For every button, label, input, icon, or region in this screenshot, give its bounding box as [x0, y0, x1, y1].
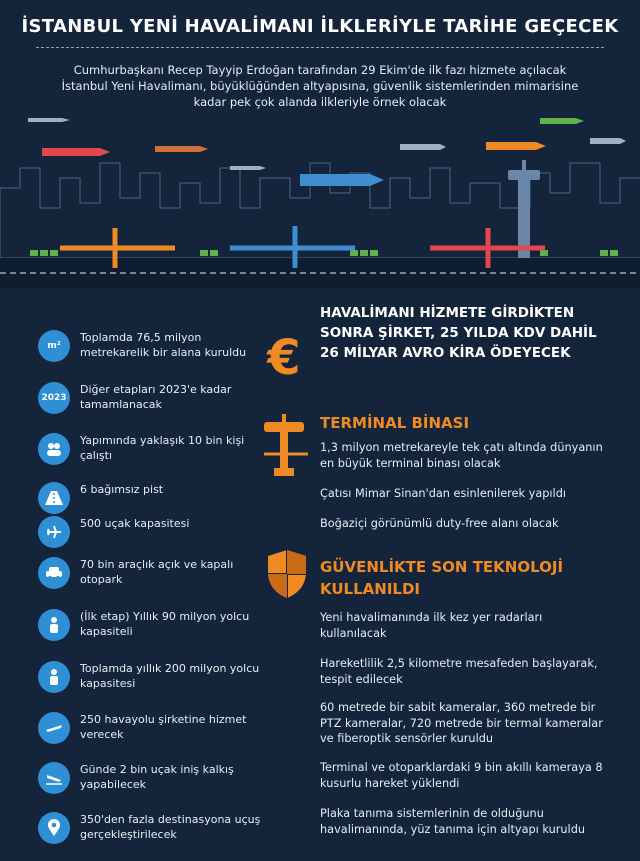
workers-icon — [38, 433, 70, 465]
list-item — [38, 555, 268, 595]
control-tower-icon — [262, 414, 310, 480]
area-icon: m² — [38, 330, 70, 362]
list-item — [38, 328, 268, 368]
fact-text: 250 havayolu şirketine hizmet verecek — [80, 713, 247, 741]
list-item — [38, 659, 268, 699]
fact-text: 350'den fazla destinasyona uçuş gerçekleştirilecek — [80, 813, 261, 841]
security-item-1: Yeni havalimanında ilk kez yer radarları kullanılacak — [320, 611, 543, 640]
list-item — [38, 514, 268, 554]
fact-text: Günde 2 bin uçak iniş kalkış yapabilecek — [80, 763, 234, 791]
fact-text: Diğer etapları 2023'e kadar tamamlanacak — [80, 383, 232, 411]
page-title: İSTANBUL YENİ HAVALİMANI İLKLERİYLE TARİHE GEÇECEK — [21, 16, 619, 37]
destination-icon — [38, 812, 70, 844]
list-item — [38, 431, 268, 471]
security-item-2: Hareketlilik 2,5 kilometre mesafeden başlayarak, tespit edilecek — [320, 657, 598, 686]
security-item-4: Terminal ve otoparklardaki 9 bin akıllı kameraya 8 kusurlu hareket yüklendi — [320, 761, 603, 790]
passenger-total-icon — [38, 661, 70, 693]
car-icon — [38, 557, 70, 589]
terminal-item-2: Çatısı Mimar Sinan'dan esinlenilerek yapıldı — [320, 487, 566, 500]
intro-text: Cumhurbaşkanı Recep Tayyip Erdoğan tarafından 29 Ekim'de ilk fazı hizmete açılacak İstanbul Yeni Havalimanı, büyüklüğünden altyapısına, güvenlik sistemlerinden mimarisine kadar pek çok alanda ilkleriyle örnek olacak — [61, 63, 579, 109]
passenger-icon — [38, 609, 70, 641]
list-item — [38, 607, 268, 647]
fact-text: Toplamda yıllık 200 milyon yolcu kapasitesi — [80, 662, 260, 690]
fact-text: 70 bin araçlık açık ve kapalı otopark — [80, 558, 234, 586]
rent-heading: HAVALİMANI HİZMETE GİRDİKTEN SONRA ŞİRKET, 25 YILDA KDV DAHİL 26 MİLYAR AVRO KİRA ÖDEYECEK — [320, 305, 597, 361]
shield-icon — [266, 548, 308, 600]
runway-icon — [38, 482, 70, 514]
fact-text: Toplamda 76,5 milyon metrekarelik bir alana kuruldu — [80, 331, 247, 359]
title-divider — [36, 47, 604, 48]
svg-text:€: € — [267, 332, 301, 382]
fact-text: (İlk etap) Yıllık 90 milyon yolcu kapasiteli — [80, 610, 250, 638]
security-item-5: Plaka tanıma sistemlerinin de olduğunu havalimanında, yüz tanıma için altyapı kuruldu — [320, 807, 586, 836]
fact-text: 500 uçak kapasitesi — [80, 517, 190, 530]
security-item-3: 60 metrede bir sabit kameralar, 360 metrede bir PTZ kameralar, 720 metrede bir termal kameralar ve fiberoptik sensörler kuruldu — [320, 701, 603, 745]
terminal-item-1: 1,3 milyon metrekareyle tek çatı altında dünyanın en büyük terminal binası olacak — [320, 441, 603, 470]
list-item — [38, 380, 268, 420]
airport-illustration — [0, 108, 640, 298]
list-item — [38, 810, 268, 850]
list-item — [38, 760, 268, 800]
fact-text: Yapımında yaklaşık 10 bin kişi çalıştı — [80, 434, 245, 462]
terminal-heading: TERMİNAL BİNASI — [320, 414, 470, 432]
terminal-item-3: Boğaziçi görünümlü duty-free alanı olacak — [320, 517, 559, 530]
euro-icon — [264, 332, 304, 382]
plane-icon — [38, 516, 70, 548]
airline-icon — [38, 712, 70, 744]
year-icon: 2023 — [38, 382, 70, 414]
list-item — [38, 710, 268, 750]
fact-text: 6 bağımsız pist — [80, 483, 164, 496]
landing-icon — [38, 762, 70, 794]
security-heading: GÜVENLİKTE SON TEKNOLOJİ KULLANILDI — [320, 558, 564, 598]
